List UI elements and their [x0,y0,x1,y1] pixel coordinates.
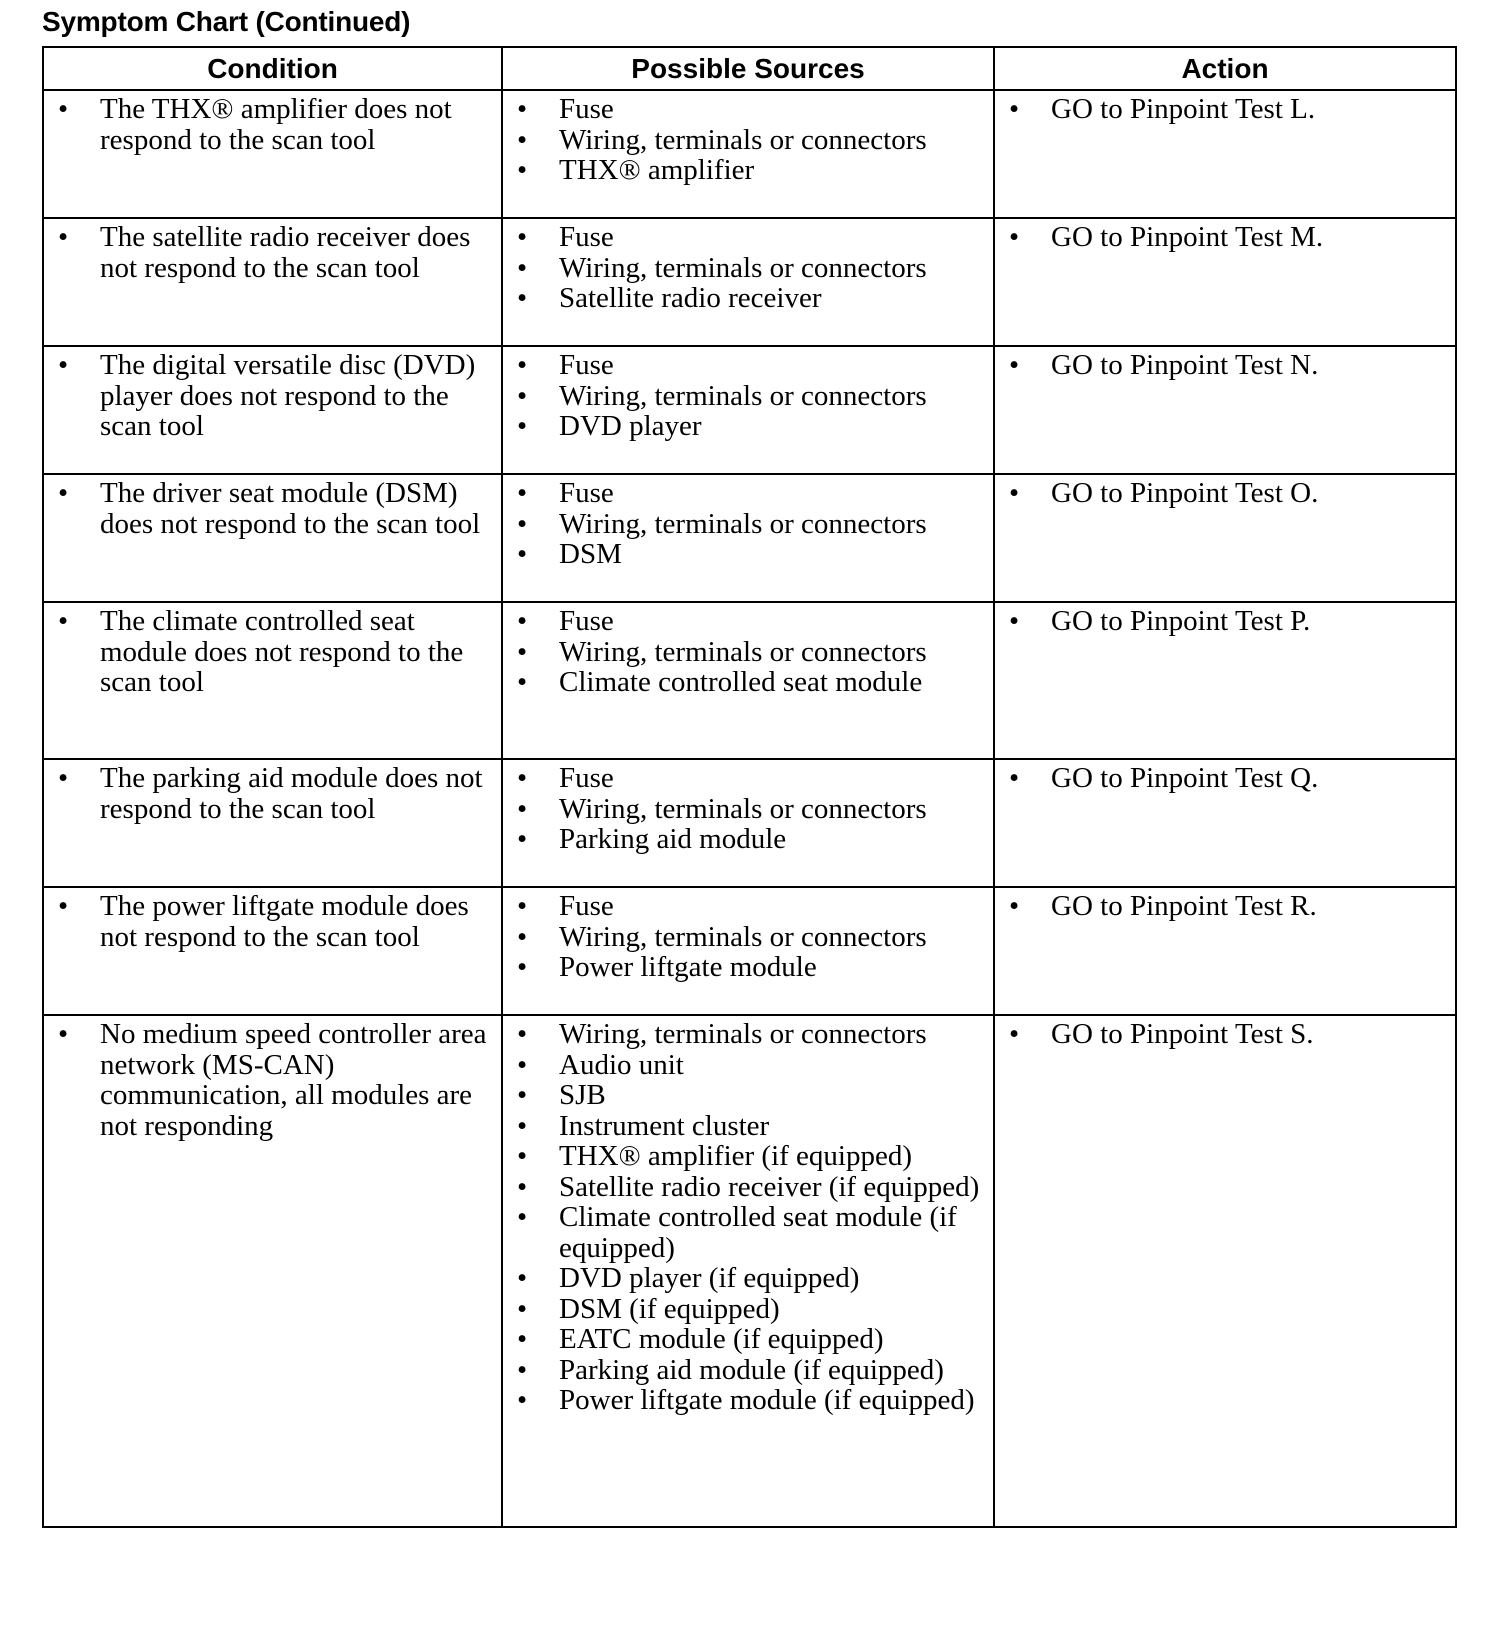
header-row [43,47,1456,90]
source-item: • Fuse [503,94,989,125]
action-cell [994,346,1456,474]
action-text: • GO to Pinpoint Test P. [995,606,1451,637]
condition-cell [43,759,502,887]
column-header-action: Action [994,47,1456,90]
source-item: • Wiring, terminals or connectors [503,794,989,825]
sources-cell [502,887,994,1015]
source-item: • Fuse [503,763,989,794]
condition-text: • The parking aid module does not respond to the scan tool [44,763,497,824]
source-item: • SJB [503,1080,989,1111]
source-item: • Satellite radio receiver [503,283,989,314]
table-row [43,1015,1456,1527]
sources-cell [502,474,994,602]
source-item: • Fuse [503,222,989,253]
condition-text: • The satellite radio receiver does not respond to the scan tool [44,222,497,283]
source-item: • Wiring, terminals or connectors [503,253,989,284]
condition-text: • The power liftgate module does not respond to the scan tool [44,891,497,952]
condition-text: • The climate controlled seat module does not respond to the scan tool [44,606,497,698]
action-cell [994,218,1456,346]
source-item: • Fuse [503,350,989,381]
sources-cell [502,1015,994,1527]
source-item: • THX® amplifier [503,155,989,186]
table-row [43,346,1456,474]
source-item: • Parking aid module (if equipped) [503,1355,989,1386]
source-item: • Audio unit [503,1050,989,1081]
source-item: • Parking aid module [503,824,989,855]
table-row [43,602,1456,759]
condition-cell [43,887,502,1015]
condition-text: • The THX® amplifier does not respond to the scan tool [44,94,497,155]
source-item: • DSM [503,539,989,570]
condition-cell [43,218,502,346]
symptom-chart-table [42,46,1457,1528]
action-text: • GO to Pinpoint Test L. [995,94,1451,125]
source-item: • Wiring, terminals or connectors [503,509,989,540]
source-item: • DSM (if equipped) [503,1294,989,1325]
source-item: • Power liftgate module (if equipped) [503,1385,989,1416]
column-header-condition: Condition [43,47,502,90]
sources-cell [502,90,994,218]
condition-cell [43,346,502,474]
condition-text: • No medium speed controller area network (MS-CAN) communication, all modules are not responding [44,1019,497,1141]
condition-text: • The driver seat module (DSM) does not respond to the scan tool [44,478,497,539]
table-row [43,474,1456,602]
condition-text: • The digital versatile disc (DVD) player does not respond to the scan tool [44,350,497,442]
source-item: • DVD player [503,411,989,442]
source-item: • Power liftgate module [503,952,989,983]
sources-cell [502,602,994,759]
source-item: • Wiring, terminals or connectors [503,125,989,156]
sources-cell [502,218,994,346]
action-text: • GO to Pinpoint Test N. [995,350,1451,381]
action-cell [994,1015,1456,1527]
table-row [43,759,1456,887]
action-text: • GO to Pinpoint Test S. [995,1019,1451,1050]
source-item: • Climate controlled seat module (if equipped) [503,1202,989,1263]
action-text: • GO to Pinpoint Test M. [995,222,1451,253]
source-item: • Fuse [503,478,989,509]
source-item: • Climate controlled seat module [503,667,989,698]
source-item: • Satellite radio receiver (if equipped) [503,1172,989,1203]
source-item: • Fuse [503,606,989,637]
source-item: • Instrument cluster [503,1111,989,1142]
source-item: • THX® amplifier (if equipped) [503,1141,989,1172]
source-item: • DVD player (if equipped) [503,1263,989,1294]
sources-cell [502,759,994,887]
table-row [43,218,1456,346]
action-cell [994,602,1456,759]
action-text: • GO to Pinpoint Test R. [995,891,1451,922]
condition-cell [43,90,502,218]
condition-cell [43,602,502,759]
action-cell [994,887,1456,1015]
table-row [43,887,1456,1015]
source-item: • Fuse [503,891,989,922]
sources-cell [502,346,994,474]
condition-cell [43,1015,502,1527]
column-header-possible-sources: Possible Sources [502,47,994,90]
action-cell [994,90,1456,218]
source-item: • EATC module (if equipped) [503,1324,989,1355]
source-item: • Wiring, terminals or connectors [503,637,989,668]
action-text: • GO to Pinpoint Test O. [995,478,1451,509]
action-cell [994,759,1456,887]
page-title: Symptom Chart (Continued) [42,6,411,37]
source-item: • Wiring, terminals or connectors [503,1019,989,1050]
table-row [43,90,1456,218]
action-text: • GO to Pinpoint Test Q. [995,763,1451,794]
condition-cell [43,474,502,602]
action-cell [994,474,1456,602]
source-item: • Wiring, terminals or connectors [503,922,989,953]
source-item: • Wiring, terminals or connectors [503,381,989,412]
